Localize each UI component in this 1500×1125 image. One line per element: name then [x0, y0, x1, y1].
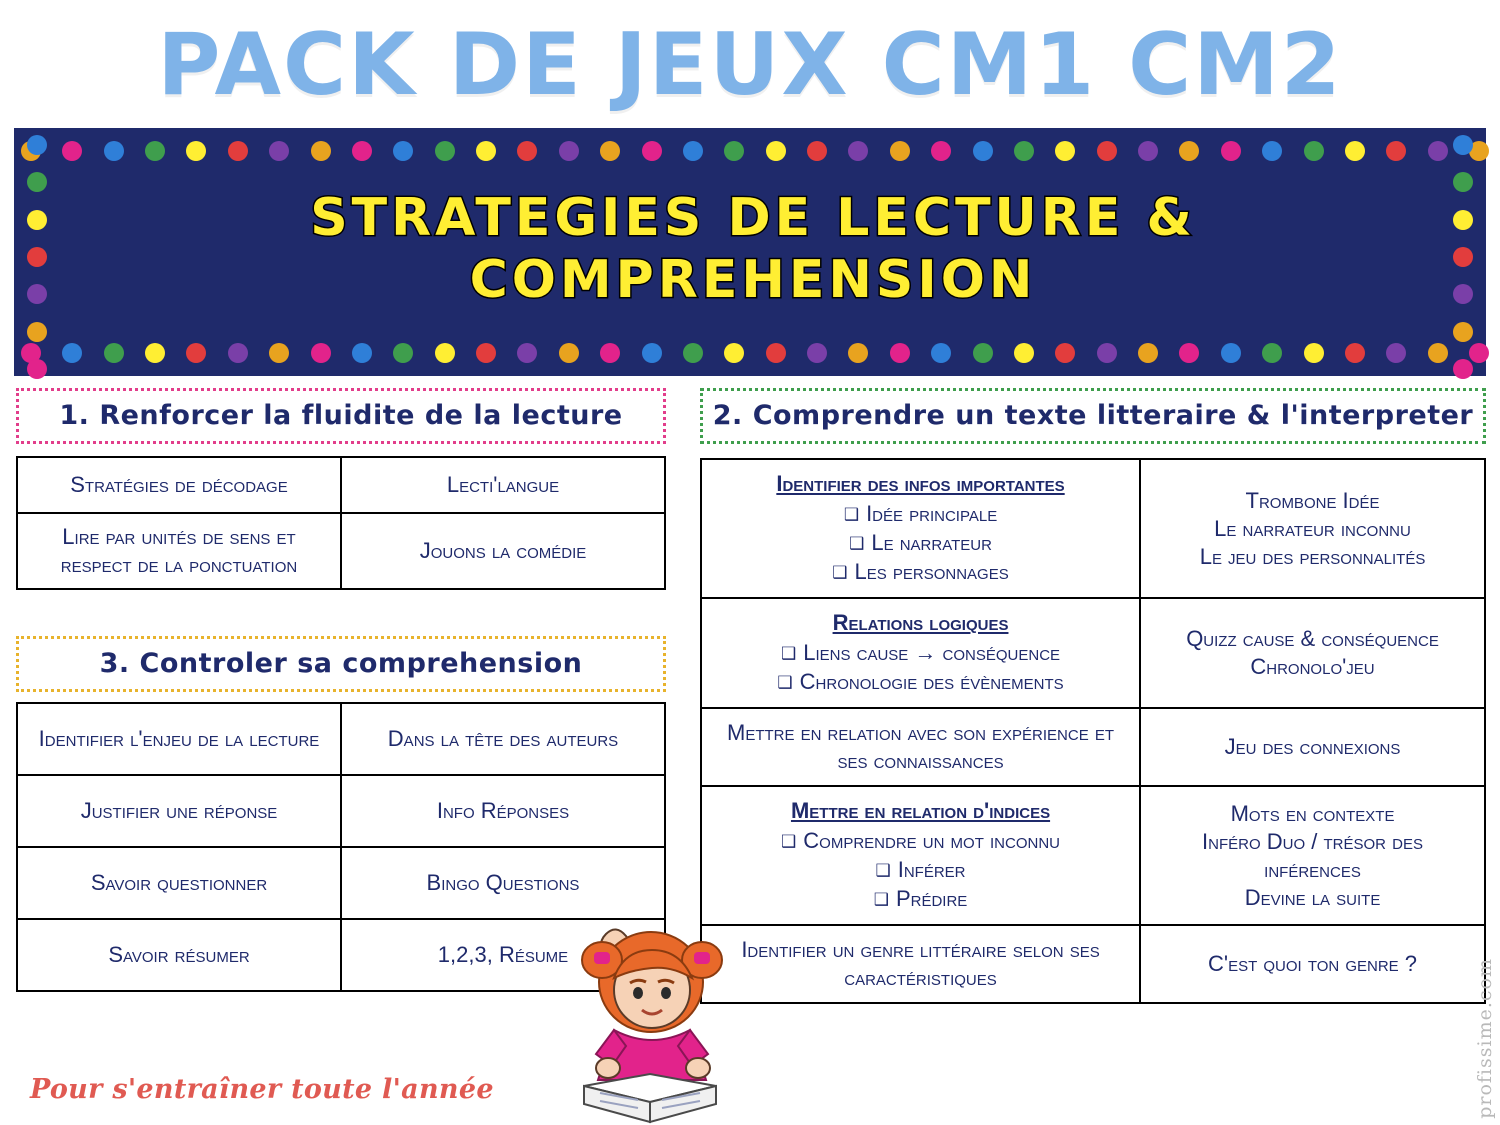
- decorative-dot: [724, 343, 744, 363]
- cell-line: Devine la suite: [1244, 884, 1381, 910]
- decorative-dot: [145, 141, 165, 161]
- skill-heading: Mettre en relation d'indices: [790, 798, 1051, 823]
- decorative-dot: [435, 141, 455, 161]
- checkbox-item: ❑ Les personnages: [712, 558, 1129, 587]
- decorative-dot: [104, 141, 124, 161]
- table-row: [701, 925, 1485, 1003]
- decorative-dot: [1097, 343, 1117, 363]
- skill-cell: [17, 775, 341, 847]
- student-illustration: [556, 890, 746, 1125]
- watermark: profissime.com: [1474, 958, 1496, 1119]
- page-header: [0, 0, 1500, 380]
- decorative-dot: [559, 141, 579, 161]
- checkbox-item: ❑ Inférer: [712, 856, 1129, 885]
- skill-heading: Relations logiques: [832, 610, 1009, 635]
- cell-line: Jouons la comédie: [419, 538, 587, 563]
- cell-line: Lecti'langue: [446, 472, 560, 497]
- decorative-dot: [393, 343, 413, 363]
- game-cell: [341, 457, 665, 513]
- table-row: [701, 786, 1485, 925]
- table-row: [17, 457, 665, 513]
- decorative-dot: [62, 141, 82, 161]
- checkbox-item: ❑ Liens cause → conséquence: [712, 639, 1129, 668]
- decorative-dot: [104, 343, 124, 363]
- decorative-dot: [807, 343, 827, 363]
- checkbox-item: ❑ Comprendre un mot inconnu: [712, 827, 1129, 856]
- cell-line: 1,2,3, Résume: [437, 942, 569, 967]
- decorative-dot: [1097, 141, 1117, 161]
- table-row: [701, 708, 1485, 786]
- decorative-dot: [1138, 343, 1158, 363]
- skill-cell: [17, 703, 341, 775]
- decorative-dot: [1304, 141, 1324, 161]
- decorative-dot: [1386, 343, 1406, 363]
- decorative-dot: [435, 343, 455, 363]
- game-cell: [1140, 708, 1485, 786]
- table-row: [701, 598, 1485, 708]
- decorative-dot: [269, 141, 289, 161]
- decorative-dot: [517, 343, 537, 363]
- section-title-comprehension: 2. Comprendre un texte litteraire & l'interpreter: [700, 388, 1486, 444]
- decorative-dot: [642, 343, 662, 363]
- decorative-dot: [186, 343, 206, 363]
- cell-line: Info Réponses: [436, 798, 570, 823]
- decorative-dot: [1428, 343, 1448, 363]
- decorative-dot: [393, 141, 413, 161]
- cell-line: Le jeu des personnalités: [1199, 543, 1426, 569]
- game-cell: [1140, 459, 1485, 598]
- decorative-dot: [311, 141, 331, 161]
- table-comprehension: [700, 458, 1486, 1004]
- table-row: [701, 459, 1485, 598]
- skill-cell: [701, 459, 1140, 598]
- decorative-dot: [1221, 141, 1241, 161]
- decorative-dot: [1386, 141, 1406, 161]
- decorative-dot: [476, 343, 496, 363]
- decorative-dot: [228, 343, 248, 363]
- decorative-dot: [1138, 141, 1158, 161]
- skill-cell: [701, 925, 1140, 1003]
- game-cell: [1140, 786, 1485, 925]
- decorative-dot: [27, 359, 47, 379]
- cell-line: Trombone Idée: [1245, 487, 1380, 513]
- decorative-dot: [1262, 141, 1282, 161]
- cell-line: Identifier un genre littéraire selon ses caractéristiques: [741, 937, 1100, 990]
- decorative-dot: [559, 343, 579, 363]
- decorative-dot: [1304, 343, 1324, 363]
- decorative-dot: [600, 141, 620, 161]
- decorative-dot: [766, 141, 786, 161]
- decorative-dot: [890, 141, 910, 161]
- footer-note: Pour s'entraîner toute l'année: [30, 1074, 494, 1105]
- decorative-dot: [683, 343, 703, 363]
- cell-line: Chronolo'jeu: [1250, 654, 1375, 679]
- cell-line: Identifier l'enjeu de la lecture: [38, 726, 320, 751]
- skill-cell: [17, 847, 341, 919]
- decorative-dot: [848, 343, 868, 363]
- game-cell: [341, 513, 665, 589]
- cell-line: Lire par unités de sens et respect de la ponctuation: [60, 524, 298, 577]
- game-cell: [341, 775, 665, 847]
- decorative-dot: [27, 322, 47, 342]
- decorative-dot: [517, 141, 537, 161]
- decorative-dot: [1345, 343, 1365, 363]
- decorative-dot: [642, 141, 662, 161]
- decorative-dot: [186, 141, 206, 161]
- skill-cell: [701, 598, 1140, 708]
- decorative-dot: [683, 141, 703, 161]
- skill-cell: [17, 919, 341, 991]
- decorative-dot: [145, 343, 165, 363]
- table-row: [17, 513, 665, 589]
- decorative-dot: [1453, 135, 1473, 155]
- decorative-dot: [1428, 141, 1448, 161]
- cell-line: Justifier une réponse: [80, 798, 278, 823]
- decorative-dot: [1055, 141, 1075, 161]
- banner-dots-top: [17, 137, 1489, 165]
- checkbox-item: ❑ Prédire: [712, 885, 1129, 914]
- decorative-dot: [476, 141, 496, 161]
- page-title: PACK DE JEUX CM1 CM2: [157, 15, 1343, 115]
- skill-heading: Identifier des infos importantes: [776, 471, 1065, 496]
- section-title-controle: 3. Controler sa comprehension: [16, 636, 666, 692]
- decorative-dot: [1345, 141, 1365, 161]
- decorative-dot: [931, 343, 951, 363]
- decorative-dot: [352, 141, 372, 161]
- cell-line: Savoir résumer: [108, 942, 250, 967]
- right-column: [700, 388, 1486, 1004]
- decorative-dot: [1179, 141, 1199, 161]
- game-cell: [1140, 598, 1485, 708]
- banner-subtitle: STRATEGIES DE LECTURE & COMPREHENSION: [310, 188, 1196, 310]
- checkbox-item: ❑ Le narrateur: [712, 529, 1129, 558]
- decorative-dot: [848, 141, 868, 161]
- decorative-dot: [1221, 343, 1241, 363]
- decorative-dot: [352, 343, 372, 363]
- decorative-dot: [62, 343, 82, 363]
- cell-line: Mots en contexte: [1230, 800, 1395, 826]
- table-fluidite: [16, 456, 666, 590]
- checkbox-item: ❑ Chronologie des évènements: [712, 668, 1129, 697]
- cell-line: Savoir questionner: [90, 870, 268, 895]
- cell-line: Le narrateur inconnu: [1214, 515, 1411, 541]
- decorative-dot: [1014, 343, 1034, 363]
- decorative-dot: [931, 141, 951, 161]
- cell-line: Dans la tête des auteurs: [387, 726, 619, 751]
- skill-cell: [17, 513, 341, 589]
- banner-dots-bottom: [17, 339, 1489, 367]
- decorative-dot: [1014, 141, 1034, 161]
- title-banner: [14, 128, 1486, 376]
- decorative-dot: [890, 343, 910, 363]
- decorative-dot: [973, 141, 993, 161]
- decorative-dot: [1453, 322, 1473, 342]
- skill-cell: [701, 708, 1140, 786]
- skill-cell: [17, 457, 341, 513]
- decorative-dot: [1262, 343, 1282, 363]
- cell-line: Jeu des connexions: [1224, 734, 1401, 759]
- decorative-dot: [807, 141, 827, 161]
- page-content: [0, 388, 1500, 1125]
- decorative-dot: [973, 343, 993, 363]
- decorative-dot: [1453, 359, 1473, 379]
- decorative-dot: [724, 141, 744, 161]
- table-row: [17, 703, 665, 775]
- cell-line: Bingo Questions: [426, 870, 580, 895]
- decorative-dot: [1179, 343, 1199, 363]
- checkbox-item: ❑ Idée principale: [712, 500, 1129, 529]
- table-row: [17, 775, 665, 847]
- decorative-dot: [27, 135, 47, 155]
- decorative-dot: [269, 343, 289, 363]
- skill-cell: [701, 786, 1140, 925]
- decorative-dot: [600, 343, 620, 363]
- cell-line: Quizz cause & conséquence: [1186, 626, 1439, 651]
- decorative-dot: [311, 343, 331, 363]
- cell-line: Mettre en relation avec son expérience et ses connaissances: [727, 720, 1115, 773]
- cell-line: Stratégies de décodage: [70, 472, 288, 497]
- game-cell: [341, 703, 665, 775]
- cell-line: Inféro Duo / trésor des inférences: [1202, 828, 1423, 882]
- decorative-dot: [1055, 343, 1075, 363]
- section-title-fluidite: 1. Renforcer la fluidite de la lecture: [16, 388, 666, 444]
- cell-line: C'est quoi ton genre ?: [1208, 951, 1418, 976]
- game-cell: [1140, 925, 1485, 1003]
- decorative-dot: [766, 343, 786, 363]
- decorative-dot: [228, 141, 248, 161]
